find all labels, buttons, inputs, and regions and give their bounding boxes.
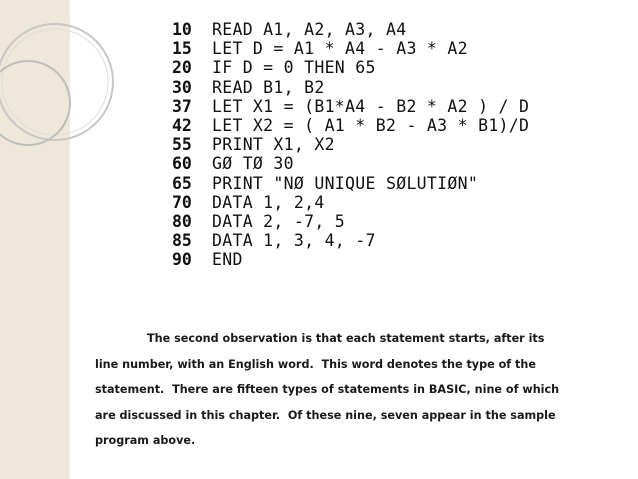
code-line xyxy=(172,250,529,269)
code-line xyxy=(172,212,529,231)
paragraph-line: The second observation is that each statement starts, after its xyxy=(147,332,545,345)
paragraph-line: statement. There are fifteen types of statements in BASIC, nine of which xyxy=(95,383,560,396)
statement: IF D = 0 THEN 65 xyxy=(212,58,376,78)
line-number: 80 xyxy=(172,212,192,232)
line-number: 37 xyxy=(172,96,192,116)
code-line xyxy=(172,58,529,77)
code-line xyxy=(172,154,529,173)
line-number: 10 xyxy=(172,20,192,39)
basic-program-listing xyxy=(172,20,529,270)
code-line xyxy=(172,39,529,58)
statement: READ A1, A2, A3, A4 xyxy=(212,20,407,39)
statement: GØ TØ 30 xyxy=(212,154,294,174)
line-number: 55 xyxy=(172,135,192,155)
statement: DATA 1, 2,4 xyxy=(212,192,325,212)
paragraph-line: line number, with an English word. This word denotes the type of the xyxy=(95,357,536,371)
statement: PRINT X1, X2 xyxy=(212,135,335,155)
line-number: 70 xyxy=(172,192,192,212)
code-line xyxy=(172,174,529,193)
code-line xyxy=(172,135,529,154)
code-line xyxy=(172,78,529,97)
statement: LET D = A1 * A4 - A3 * A2 xyxy=(212,39,468,59)
line-number: 85 xyxy=(172,231,192,251)
decorative-circle-large xyxy=(0,24,113,140)
line-number: 65 xyxy=(172,173,192,193)
code-line xyxy=(172,116,529,135)
line-number: 60 xyxy=(172,154,192,174)
code-line xyxy=(172,193,529,212)
explanatory-paragraph xyxy=(95,326,623,454)
statement: END xyxy=(212,250,243,270)
code-line xyxy=(172,20,529,39)
line-number: 20 xyxy=(172,58,192,78)
paragraph-line: are discussed in this chapter. Of these nine, seven appear in the sample xyxy=(95,408,556,422)
line-number: 90 xyxy=(172,250,192,270)
statement: LET X1 = (B1*A4 - B2 * A2 ) / D xyxy=(212,96,530,116)
line-number: 42 xyxy=(172,116,192,136)
statement: LET X2 = ( A1 * B2 - A3 * B1)/D xyxy=(212,116,530,136)
code-line xyxy=(172,231,529,250)
statement: DATA 2, -7, 5 xyxy=(212,212,346,232)
line-number: 15 xyxy=(172,39,192,59)
line-number: 30 xyxy=(172,77,192,97)
decorative-circle-large-inner xyxy=(2,29,108,135)
paragraph-line: program above. xyxy=(95,434,196,447)
statement: READ B1, B2 xyxy=(212,77,325,97)
statement: PRINT "NØ UNIQUE SØLUTIØN" xyxy=(212,173,479,193)
decorative-circle-small xyxy=(0,61,70,145)
statement: DATA 1, 3, 4, -7 xyxy=(212,231,376,251)
code-line xyxy=(172,97,529,116)
